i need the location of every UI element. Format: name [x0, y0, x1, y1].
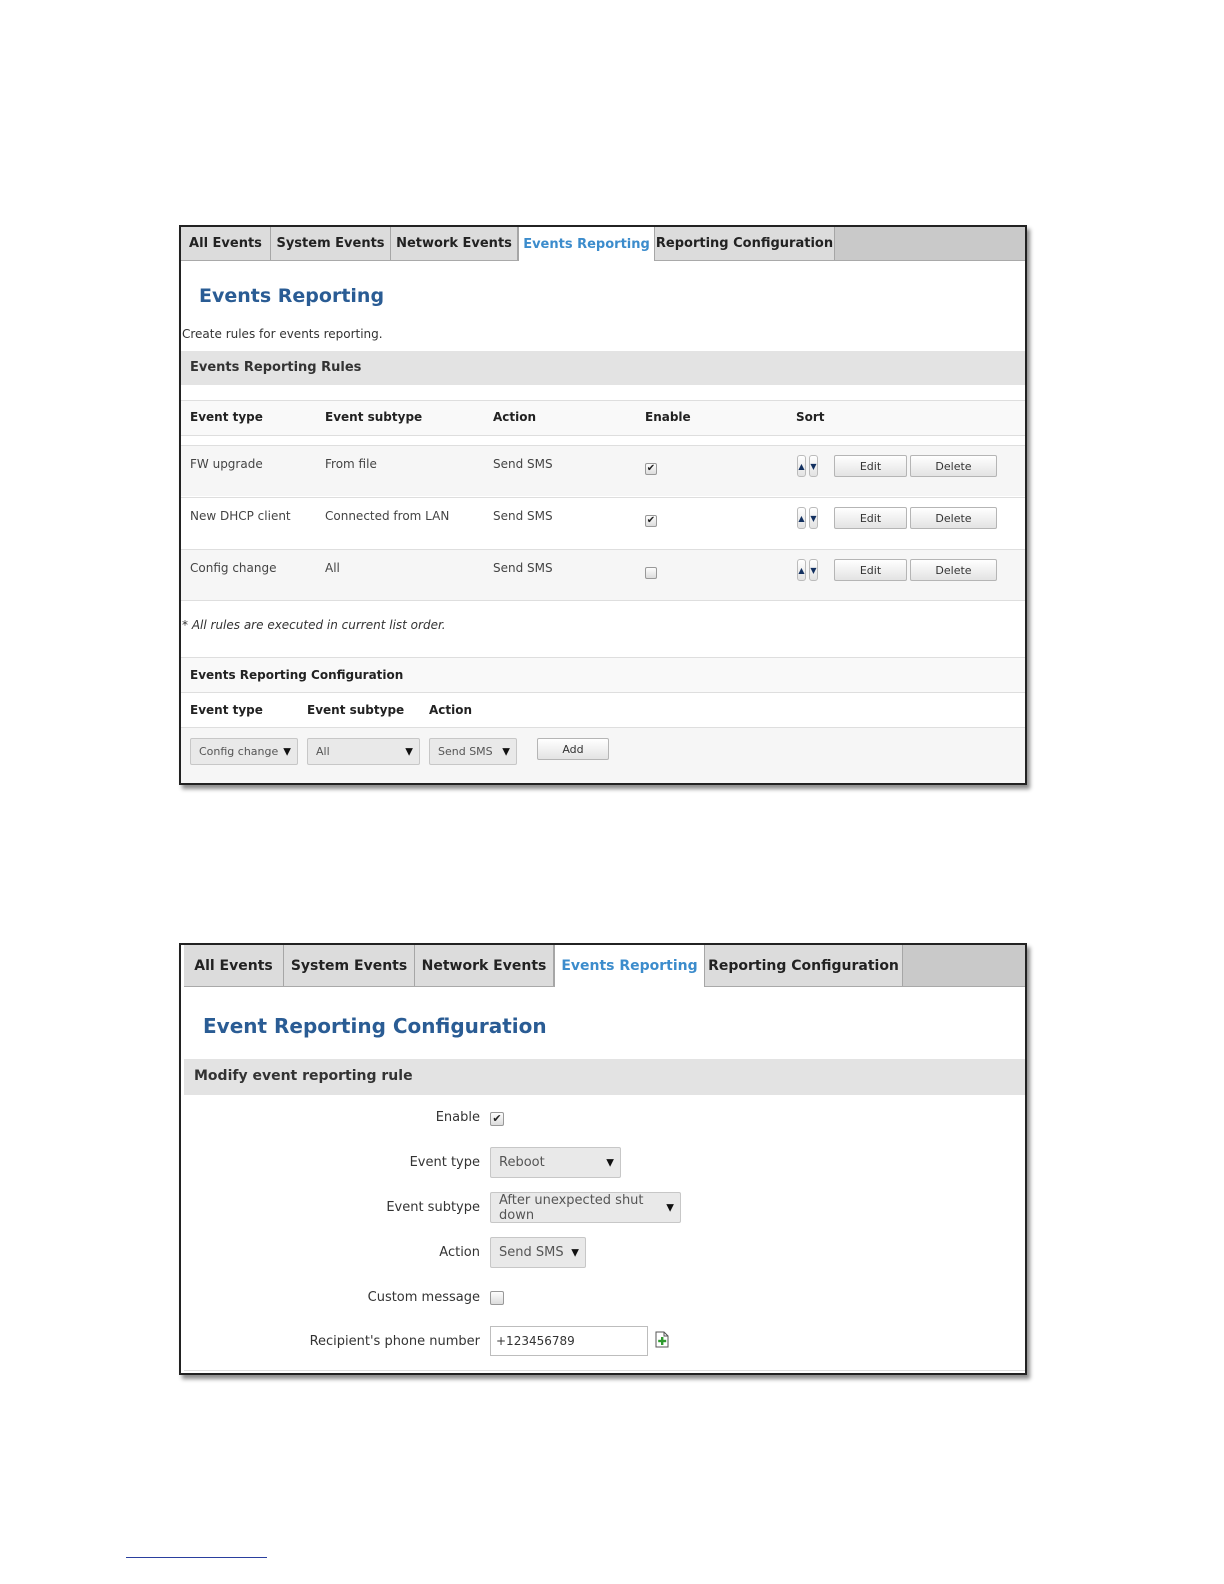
tab-events-reporting[interactable]: Events Reporting	[554, 945, 705, 987]
add-document-icon[interactable]	[655, 1331, 669, 1348]
config-section-title: Events Reporting Configuration	[190, 668, 404, 682]
sort-up-button[interactable]	[797, 455, 806, 477]
phone-input[interactable]: +123456789	[490, 1326, 648, 1356]
action-select[interactable]: Send SMS ▼	[429, 738, 517, 765]
row-event-type: New DHCP client	[190, 509, 291, 523]
delete-button[interactable]: Delete	[910, 507, 997, 529]
config-column-action: Action	[429, 703, 473, 717]
footnote-separator	[126, 1557, 267, 1558]
action-label: Action	[439, 1245, 480, 1260]
tab-network-events[interactable]: Network Events	[391, 227, 518, 260]
row-action: Send SMS	[493, 457, 553, 471]
row-enable-checkbox[interactable]	[645, 463, 657, 475]
checkmark-icon: ✔	[646, 515, 656, 526]
enable-checkbox[interactable]	[490, 1112, 504, 1126]
arrow-down-icon: ▼	[810, 513, 817, 523]
add-button[interactable]: Add	[537, 738, 609, 760]
section-title: Modify event reporting rule	[194, 1068, 413, 1084]
page-title: Events Reporting	[199, 285, 385, 307]
checkmark-icon: ✔	[492, 1112, 502, 1125]
row-enable-checkbox[interactable]	[645, 567, 657, 579]
enable-label: Enable	[435, 1110, 480, 1125]
event-subtype-select[interactable]: After unexpected shut down ▼	[490, 1192, 681, 1223]
events-reporting-screenshot	[179, 225, 1027, 785]
custom-message-label: Custom message	[367, 1290, 480, 1305]
sort-down-button[interactable]	[809, 455, 818, 477]
arrow-down-icon: ▼	[810, 461, 817, 471]
edit-button[interactable]: Edit	[834, 559, 907, 581]
triangle-down-icon: ▼	[283, 746, 291, 757]
tab-system-events[interactable]: System Events	[271, 227, 391, 260]
row-event-subtype: From file	[325, 457, 377, 471]
tab-network-events[interactable]: Network Events	[415, 945, 554, 986]
sort-up-button[interactable]	[797, 507, 806, 529]
column-sort: Sort	[796, 410, 825, 424]
tab-bar	[184, 945, 1025, 987]
row-event-subtype: Connected from LAN	[325, 509, 450, 523]
row-event-subtype: All	[325, 561, 340, 575]
delete-button[interactable]: Delete	[910, 559, 997, 581]
delete-button[interactable]: Delete	[910, 455, 997, 477]
column-action: Action	[493, 410, 537, 424]
row-event-type: FW upgrade	[190, 457, 263, 471]
rules-order-note: * All rules are executed in current list order.	[182, 618, 446, 632]
arrow-up-icon: ▲	[798, 461, 805, 471]
event-type-select[interactable]: Config change ▼	[190, 738, 298, 765]
column-enable: Enable	[645, 410, 691, 424]
column-event-subtype: Event subtype	[325, 410, 423, 424]
triangle-down-icon: ▼	[405, 746, 413, 757]
sort-down-button[interactable]	[809, 507, 818, 529]
custom-message-checkbox[interactable]	[490, 1291, 504, 1305]
rules-section-title: Events Reporting Rules	[190, 360, 362, 375]
triangle-down-icon: ▼	[606, 1157, 614, 1168]
sort-down-button[interactable]	[809, 559, 818, 581]
tab-bar	[181, 227, 1025, 261]
sort-up-button[interactable]	[797, 559, 806, 581]
arrow-up-icon: ▲	[798, 513, 805, 523]
tab-system-events[interactable]: System Events	[284, 945, 415, 986]
edit-button[interactable]: Edit	[834, 507, 907, 529]
triangle-down-icon: ▼	[502, 746, 510, 757]
row-action: Send SMS	[493, 561, 553, 575]
page-title: Event Reporting Configuration	[203, 1014, 547, 1038]
column-event-type: Event type	[190, 410, 263, 424]
event-type-select[interactable]: Reboot ▼	[490, 1147, 621, 1178]
triangle-down-icon: ▼	[571, 1247, 579, 1258]
tab-events-reporting[interactable]: Events Reporting	[518, 227, 655, 261]
row-enable-checkbox[interactable]	[645, 515, 657, 527]
tab-reporting-configuration[interactable]: Reporting Configuration	[655, 227, 835, 260]
event-subtype-label: Event subtype	[386, 1200, 480, 1215]
edit-button[interactable]: Edit	[834, 455, 907, 477]
page-description: Create rules for events reporting.	[182, 327, 383, 341]
checkmark-icon: ✔	[646, 463, 656, 474]
row-event-type: Config change	[190, 561, 277, 575]
row-action: Send SMS	[493, 509, 553, 523]
event-subtype-select[interactable]: All ▼	[307, 738, 420, 765]
arrow-up-icon: ▲	[798, 565, 805, 575]
tab-all-events[interactable]: All Events	[181, 227, 271, 260]
tab-all-events[interactable]: All Events	[184, 945, 284, 986]
config-column-event-subtype: Event subtype	[307, 703, 405, 717]
phone-label: Recipient's phone number	[309, 1334, 480, 1349]
tab-reporting-configuration[interactable]: Reporting Configuration	[705, 945, 903, 986]
event-reporting-configuration-screenshot	[179, 943, 1027, 1375]
action-select[interactable]: Send SMS ▼	[490, 1237, 586, 1268]
triangle-down-icon: ▼	[666, 1202, 674, 1213]
arrow-down-icon: ▼	[810, 565, 817, 575]
config-column-event-type: Event type	[190, 703, 263, 717]
event-type-label: Event type	[409, 1155, 480, 1170]
